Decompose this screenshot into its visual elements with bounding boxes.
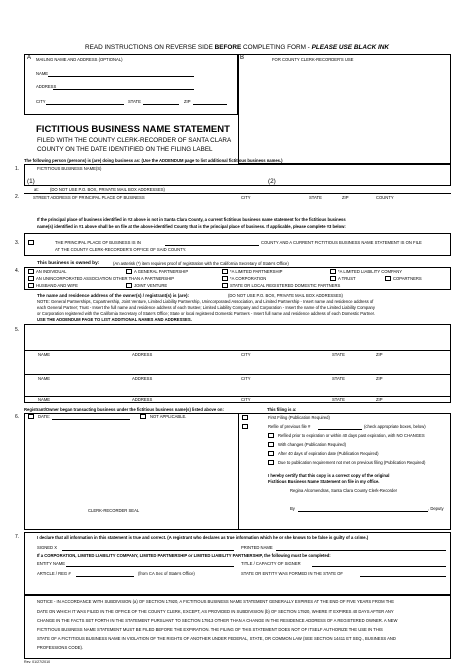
state-formed-label: STATE OR ENTITY WAS FORMED IN THE STATE OF [241,571,343,576]
checkbox-corporation[interactable] [222,276,228,281]
business-name-1-field[interactable] [37,185,237,186]
certify-line-1: I hereby certify that this copy is a correct copy of the original [268,473,390,478]
checkbox-refile[interactable] [242,424,248,429]
option-llc: *A LIMITED LIABILITY COMPANY [338,269,403,274]
owner-zip-label: ZIP [376,352,383,357]
checkbox-no-changes[interactable] [268,433,274,438]
owners-head-note: (DO NOT USE P.O. BOX, PRIVATE MAIL BOX ADDRESSES) [228,293,343,298]
owner-state-label: STATE [332,397,345,402]
owner-city-label: CITY [241,352,251,357]
declaration-text: I declare that all information in this statement is true and correct. (A registrant who declares as true information which he or she knows to be false is guilty of a crime.) [37,535,369,540]
notice-line-5: STATE OF A FICTITIOUS BUSINESS NAME IN VIOLATION OF THE RIGHTS OF ANOTHER UNDER FEDERAL, STATE, OR COMMON LAW (SEE SECTION 14411 ET SEQ., BUSINESS AND [37,636,396,641]
checkbox-joint-venture[interactable] [126,283,132,288]
checkbox-first-filing[interactable] [242,415,248,420]
checkbox-trust[interactable] [330,276,336,281]
checkbox-with-changes[interactable] [268,442,274,447]
option-corporation: *A CORPORATION [230,276,267,281]
printed-name-field[interactable] [276,550,446,551]
owners-note-2: each General Partner; Trust - Insert the full name and residence address of each trustee; Limited Liability Company and Corporation - Insert the name of the Limited Liability Company [37,305,375,310]
option-copartners: COPARTNERS [393,276,422,281]
instruction-mid: COMPLETING FORM - [243,44,310,51]
certify-line-2: Fictitious Business Name Statement on file in my office. [268,479,380,484]
section-4-number: 4. [15,268,20,274]
owner-zip-label: ZIP [376,397,383,402]
instruction-before: BEFORE [214,44,242,51]
checkbox-not-applicable[interactable] [140,414,146,419]
refile-number-field[interactable] [318,429,362,430]
mail-name-label: NAME [36,71,49,76]
option-trust: A TRUST [338,276,356,281]
mail-city-label: CITY [36,99,46,104]
owner-1-field[interactable] [24,350,451,351]
not-applicable-label: NOT APPLICABLE. [150,414,187,419]
article-note: (from CA Sec of State's Office) [138,571,195,576]
section-2-number: 2. [15,194,20,200]
option-husband-wife: HUSBAND AND WIFE [36,283,78,288]
option-individual: AN INDIVIDUAL [36,269,67,274]
business-name-label: FICTITIOUS BUSINESS NAME(S) [37,166,102,171]
printed-name-label: PRINTED NAME [241,545,273,550]
section-6-number: 6. [15,414,20,420]
entity-name-field[interactable] [66,566,234,567]
owner-city-label: CITY [241,397,251,402]
principal-note-2: name(s) identified in #1 above shall be on file at the above-identified County that is the principal place of business. If applicable, please complete #3 below: [37,224,346,229]
signed-label: SIGNED X [37,545,58,550]
mail-address-label: ADDRESS [36,84,57,89]
section-3-number: 3. [15,240,20,246]
owners-head: The name and residence address of the owner(s) / registrant(s) is (are): [37,293,190,298]
article-label: ARTICLE / REG # [37,571,71,576]
owner-city-label: CITY [241,376,251,381]
mail-address-field[interactable] [53,89,194,90]
article-field[interactable] [76,576,134,577]
form-subtitle-1: FILED WITH THE COUNTY CLERK-RECORDER OF SANTA CLARA [37,137,232,144]
section-6-divider [238,413,239,530]
mail-state-label: STATE [128,99,141,104]
city-label: CITY [241,195,251,200]
owned-by-note: (An asterisk (*) item requires proof of registration with the California Secretary of State's Office) [113,261,289,266]
section-a-letter: A [27,55,32,61]
section-3-county-field[interactable] [165,245,259,246]
section-3-text-2: COUNTY AND A CURRENT FICTITIOUS BUSINESS NAME STATEMENT IS ON FILE [261,240,422,245]
checkbox-llc[interactable] [330,269,336,274]
principal-address-field[interactable] [24,193,451,194]
owner-address-label: ADDRESS [132,376,153,381]
business-name-2-label: (2) [268,178,276,185]
owner-zip-label: ZIP [376,376,383,381]
revision-label: Rev. 01/27/2010 [24,660,51,664]
at-note: (DO NOT USE P.O. BOX, PRIVATE MAIL BOX ADDRESSES) [50,187,165,192]
option-limited-partnership: *A LIMITED PARTNERSHIP [230,269,283,274]
section-3-text-1: THE PRINCIPAL PLACE OF BUSINESS IS IN [55,240,141,245]
section-6-head: Registrant/Owner began transacting business under the fictitious business name(s) listed above on: [24,407,224,412]
section-7-number: 7. [15,534,20,540]
notice-line-1: NOTICE - IN ACCORDANCE WITH SUBDIVISION (a) OF SECTION 17920, A FICTITIOUS BUSINESS NAME STATEMENT GENERALLY EXPIRES AT THE END OF FIVE YEARS FROM THE [37,599,395,604]
filing-head: This filing is a: [267,407,297,412]
instruction-text: READ INSTRUCTIONS ON REVERSE SIDE [85,44,213,51]
business-name-1-label: (1) [27,178,35,185]
option-unincorporated: AN UNINCORPORATED ASSOCIATION OTHER THAN A PARTNERSHIP [36,276,175,281]
zip-label: ZIP [342,195,349,200]
title-signer-label: TITLE / CAPACITY OF SIGNER [241,561,301,566]
state-label: STATE [309,195,322,200]
owner-2-field[interactable] [24,374,451,375]
option-after-40-days: After 40 days of expiration date (Publication Required) [278,451,379,456]
mail-zip-field[interactable] [193,104,227,105]
first-filing-label: First Filing (Publication Required) [268,415,330,420]
checkbox-domestic-partners[interactable] [222,283,228,288]
section-5-number: 5. [15,327,20,333]
street-label: STREET ADDRESS OF PRINCIPAL PLACE OF BUSINESS [33,195,145,200]
instruction-ink: PLEASE USE BLACK INK [311,44,389,51]
owners-note-1: NOTE: General Partnerships, Copartnership, Joint Venture, Limited Liability Partnership, Unincorporated Association, and Limited Partnership - Insert name and residence address of [37,299,374,304]
checkbox-husband-wife[interactable] [28,283,34,288]
deputy-signature-field[interactable] [298,511,428,512]
corp-note: If a CORPORATION, LIMITED LIABILITY COMPANY, LIMITED PARTNERSHIP or LIMITED LIABILITY PARTNERSHIP, the following must be completed: [37,553,331,558]
mail-zip-label: ZIP [184,99,191,104]
checkbox-unincorporated[interactable] [28,276,34,281]
section-5-box [24,324,451,403]
county-use-label: FOR COUNTY CLERK-RECORDER'S USE [272,57,354,62]
title-signer-field[interactable] [312,566,446,567]
owner-3-field[interactable] [24,396,451,397]
section-b-letter: B [240,55,245,61]
notice-line-6: PROFESSIONS CODE). [37,645,84,650]
county-label: COUNTY [376,195,394,200]
option-publication-not-met: Due to publication requirement not met on previous filing (Publication Required) [278,460,426,465]
date-field[interactable] [52,419,130,420]
option-joint-venture: JOINT VENTURE [134,283,168,288]
owner-name-label: NAME [38,376,51,381]
section-b-box [238,54,451,164]
checkbox-individual[interactable] [28,269,34,274]
signature-field[interactable] [62,550,234,551]
by-label: By [290,506,295,511]
intro-text: The following person (persons) is (are) doing business as: (Use the ADDENDUM page to list additional fictitious business names.) [24,158,283,163]
owner-state-label: STATE [332,352,345,357]
checkbox-limited-partnership[interactable] [222,269,228,274]
option-with-changes: With changes (Publication Required) [278,442,346,447]
option-no-changes: Refiled prior to expiration or within 40 days past expiration, with NO CHANGES [278,433,425,438]
owner-state-label: STATE [332,376,345,381]
owners-note-3: or Corporation registered with the California Secretary of State's Office; State or local registered Domestic Partners - Insert full name and residence address of each Domestic Partner. [37,311,375,316]
option-general-partnership: A GENERAL PARTNERSHIP [134,269,189,274]
owner-name-label: NAME [38,397,51,402]
notice-line-3: CHANGE IN THE FACTS SET FORTH IN THE STATEMENT PURSUANT TO SECTION 17913 OTHER THAN A CHANGE IN THE RESIDENCE ADDRESS OF A REGISTERED OWNER. A NEW [37,618,398,623]
seal-label: CLERK-RECORDER SEAL [88,508,140,513]
checkbox-general-partnership[interactable] [126,269,132,274]
notice-line-4: FICTITIOUS BUSINESS NAME STATEMENT MUST BE FILED BEFORE THE EXPIRATION. THE FILING OF THIS STATEMENT DOES NOT OF ITSELF AUTHORIZE THE USE IN THIS [37,627,383,632]
checkbox-date[interactable] [28,414,34,419]
form-instruction [0,44,474,52]
state-formed-field[interactable] [360,576,446,577]
form-subtitle-2: COUNTY ON THE DATE IDENTIFIED ON THE FILING LABEL [37,146,213,153]
date-label: DATE: [38,414,51,419]
mailing-label: MAILING NAME AND ADDRESS (OPTIONAL) [36,57,123,62]
principal-note-1: If the principal place of business identified in #2 above is not in Santa Clara County, a current fictitious business name statement for the fictitious business [37,217,346,222]
refile-note: (check appropriate boxes, below) [364,424,426,429]
owner-address-label: ADDRESS [132,352,153,357]
notice-line-2: DATE ON WHICH IT WAS FILED IN THE OFFICE OF THE COUNTY CLERK, EXCEPT, AS PROVIDED IN SUBDIVISION (b) OF SECTION 17920, WHERE IT EXPIRES 40 DAYS AFTER ANY [37,609,394,614]
owner-name-label: NAME [38,352,51,357]
mail-city-field[interactable] [46,104,124,105]
at-label: at: [34,187,39,192]
addendum-note: USE THE ADDENDUM PAGE TO LIST ADDITIONAL NAMES AND ADDRESSES. [37,317,192,322]
entity-name-label: ENTITY NAME [37,561,66,566]
deputy-label: , Deputy [428,506,444,511]
section-3-checkbox[interactable] [28,240,34,245]
checkbox-publication-not-met[interactable] [268,460,274,465]
section-7-box [24,532,451,595]
mail-name-field[interactable] [48,76,194,77]
checkbox-after-40-days[interactable] [268,451,274,456]
option-domestic-partners: STATE OR LOCAL REGISTERED DOMESTIC PARTNERS [230,283,341,288]
checkbox-copartners[interactable] [385,276,391,281]
owned-by-label: This business is owned by: [37,261,100,266]
owner-address-label: ADDRESS [132,397,153,402]
section-1-number: 1. [15,166,20,172]
refile-label: Refile of previous file # [268,424,311,429]
section-3-text-3: AT THE COUNTY CLERK-RECORDER'S OFFICE OF SAID COUNTY. [55,247,187,252]
clerk-name: Regina Alcomendras, Santa Clara County Clerk-Recorder [290,488,398,493]
business-name-2-field[interactable] [282,185,448,186]
mail-state-field[interactable] [143,104,179,105]
form-title: FICTITIOUS BUSINESS NAME STATEMENT [36,124,230,135]
